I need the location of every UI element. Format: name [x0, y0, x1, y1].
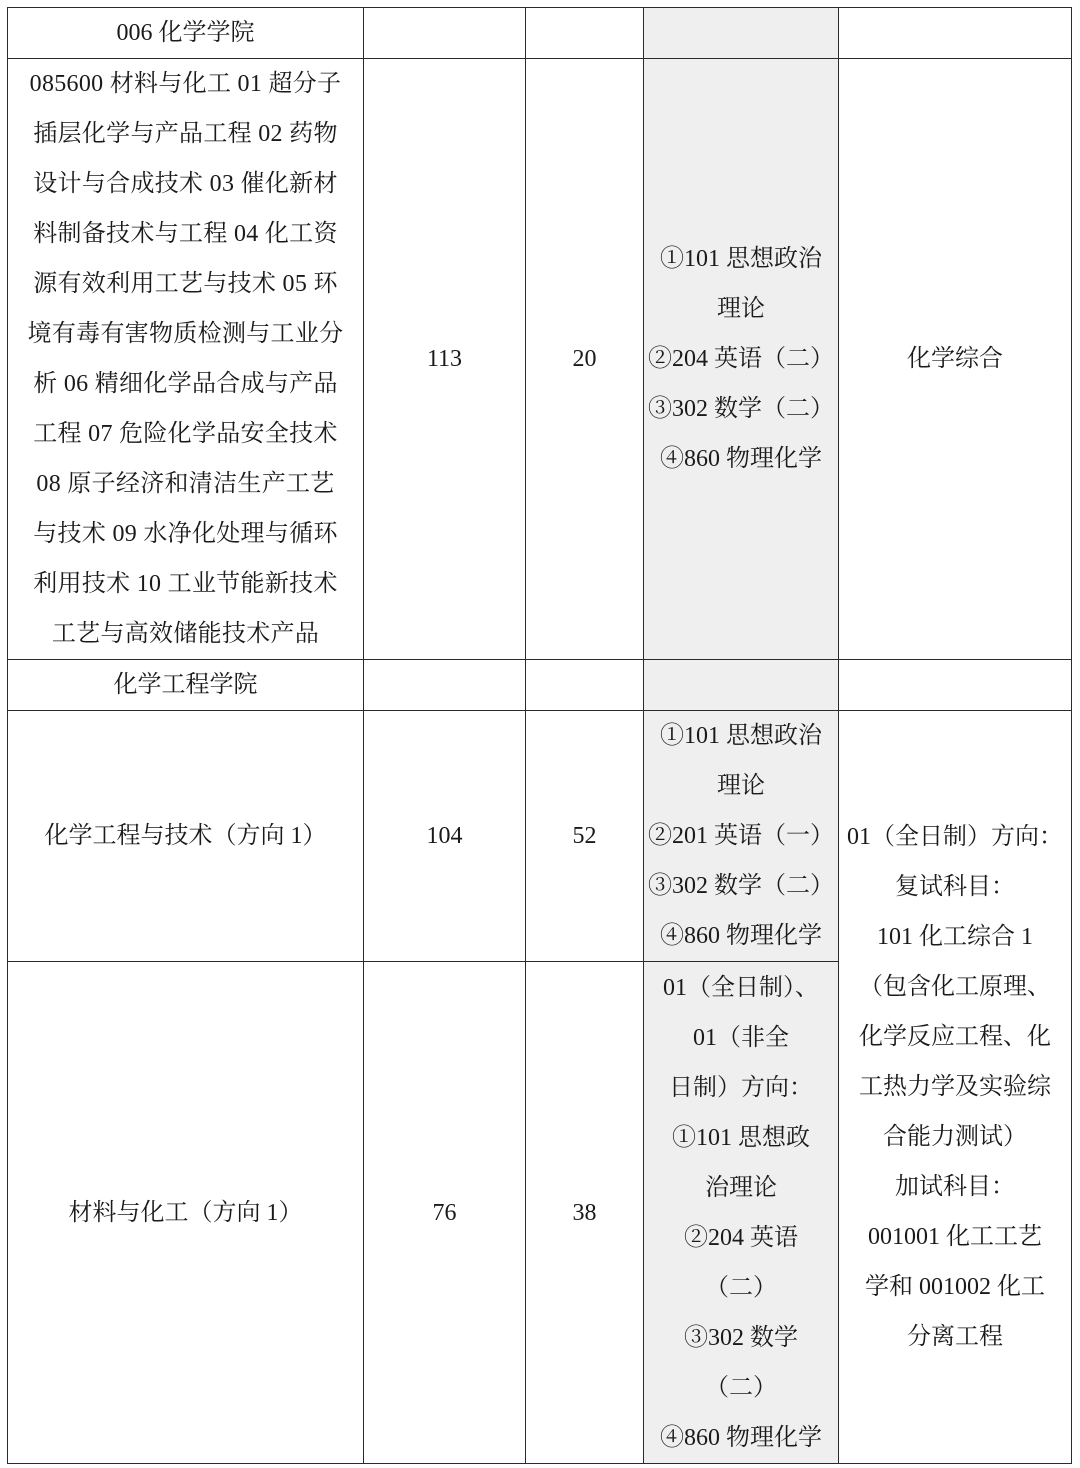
cell-text-line: 01（全日制）、: [663, 974, 819, 1001]
cell-text-line: ①101 思想政: [672, 1124, 810, 1151]
table-cell-total: [364, 711, 526, 962]
cell-text: 化学工程与技术（方向 1）: [44, 823, 327, 849]
cell-text-line: 分离工程: [907, 1324, 1003, 1350]
table-cell-total: [364, 660, 526, 711]
cell-text: 52: [572, 823, 597, 849]
cell-text-line: 复试科目：: [895, 874, 1015, 900]
cell-text-line: 与技术 09 水净化处理与循环: [33, 521, 338, 547]
cell-text-line: 理论: [717, 773, 765, 799]
table-cell-major-name: [7, 711, 364, 962]
cell-text-line: 设计与合成技术 03 催化新材: [33, 171, 338, 197]
cell-text-line: 工程 07 危险化学品安全技术: [33, 421, 338, 447]
table-cell-exam-subjects: [644, 711, 839, 962]
cell-text: 76: [432, 1199, 457, 1226]
cell-text-line: 合能力测试）: [883, 1124, 1027, 1150]
cell-text-line: 08 原子经济和清洁生产工艺: [36, 471, 335, 497]
table-cell-admit: [526, 962, 644, 1464]
table-cell-college-name: [7, 7, 364, 59]
cell-text-line: 101 化工综合 1: [877, 924, 1033, 950]
table-cell-major-name: [7, 962, 364, 1464]
cell-text-line: ③302 数学: [684, 1324, 798, 1351]
cell-text-line: 利用技术 10 工业节能新技术: [33, 571, 338, 597]
table-cell-retest: [839, 660, 1072, 711]
table-cell-admit: [526, 7, 644, 59]
table-cell-college-name: [7, 660, 364, 711]
cell-text-line: 01（非全: [693, 1024, 789, 1051]
table-cell-exam-subjects: [644, 660, 839, 711]
cell-text-line: 工热力学及实验综: [859, 1074, 1051, 1100]
cell-text: 38: [572, 1199, 597, 1226]
cell-text-line: 化学反应工程、化: [859, 1024, 1051, 1050]
cell-text-line: 插层化学与产品工程 02 药物: [33, 121, 338, 147]
cell-text-line: 学和 001002 化工: [865, 1274, 1045, 1300]
table-cell-admit: [526, 660, 644, 711]
cell-text-line: （二）: [705, 1374, 777, 1401]
cell-text: 20: [572, 346, 597, 372]
cell-text: 化学工程学院: [113, 672, 258, 698]
admissions-table: [7, 7, 1072, 1464]
table-cell-retest-merged: [839, 711, 1072, 1464]
cell-text-line: ④860 物理化学: [660, 1424, 822, 1451]
cell-text-line: ①101 思想政治: [660, 246, 822, 272]
table-cell-retest: [839, 59, 1072, 660]
cell-text-line: ①101 思想政治: [660, 723, 822, 749]
cell-text-line: ③302 数学（二）: [648, 873, 834, 899]
cell-text-line: 料制备技术与工程 04 化工资: [33, 221, 338, 247]
cell-text-line: 01（全日制）方向：: [847, 824, 1063, 850]
table-cell-admit: [526, 711, 644, 962]
table-cell-exam-subjects: [644, 962, 839, 1464]
cell-text-line: ④860 物理化学: [660, 446, 822, 472]
cell-text-line: 加试科目：: [895, 1174, 1015, 1200]
cell-text: 006 化学学院: [116, 20, 255, 46]
cell-text-line: ④860 物理化学: [660, 923, 822, 949]
cell-text-line: 境有毒有害物质检测与工业分: [27, 321, 344, 347]
cell-text-line: ③302 数学（二）: [648, 396, 834, 422]
cell-text-line: 治理论: [705, 1174, 777, 1201]
cell-text: 104: [426, 823, 463, 849]
cell-text-line: （包含化工原理、: [859, 974, 1051, 1000]
cell-text-line: （二）: [705, 1274, 777, 1301]
table-cell-exam-subjects: [644, 7, 839, 59]
table-cell-major-directions: [7, 59, 364, 660]
table-cell-exam-subjects: [644, 59, 839, 660]
cell-text-line: 001001 化工工艺: [868, 1224, 1042, 1250]
cell-text: 材料与化工（方向 1）: [68, 1199, 303, 1226]
cell-text-line: 日制）方向：: [669, 1074, 813, 1101]
cell-text: 化学综合: [907, 346, 1003, 372]
table-cell-admit: [526, 59, 644, 660]
cell-text-line: 085600 材料与化工 01 超分子: [29, 71, 342, 97]
cell-text-line: ②201 英语（一）: [648, 823, 834, 849]
cell-text-line: 理论: [717, 296, 765, 322]
table-cell-total: [364, 962, 526, 1464]
cell-text-line: 工艺与高效储能技术产品: [51, 621, 320, 647]
table-cell-total: [364, 59, 526, 660]
cell-text: 113: [426, 346, 463, 372]
cell-text-line: ②204 英语: [684, 1224, 798, 1251]
cell-text-line: 析 06 精细化学品合成与产品: [33, 371, 338, 397]
cell-text-line: 源有效利用工艺与技术 05 环: [33, 271, 338, 297]
cell-text-line: ②204 英语（二）: [648, 346, 834, 372]
table-cell-total: [364, 7, 526, 59]
table-cell-retest: [839, 7, 1072, 59]
